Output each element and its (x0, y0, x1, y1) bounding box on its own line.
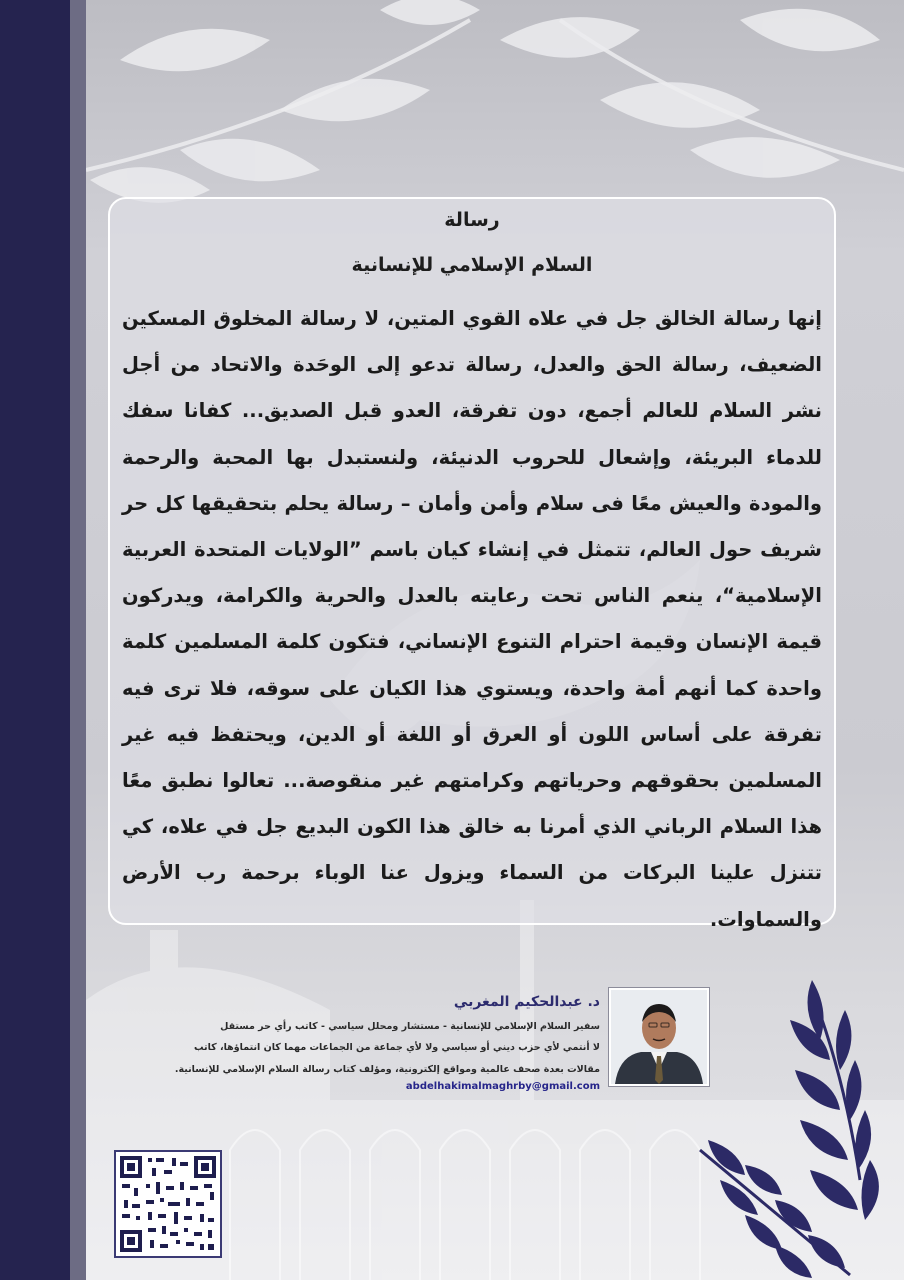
author-email[interactable]: abdelhakimalmaghrby@gmail.com (405, 1081, 600, 1092)
letter-subtitle: السلام الإسلامي للإنسانية (351, 254, 593, 276)
letter-title: رسالة (444, 209, 500, 231)
author-bio-line-2: لا أنتمي لأي حزب ديني أو سياسي ولا لأي جماعة من الجماعات مهما كان انتماؤها، كاتب (193, 1042, 600, 1053)
letter-body: إنها رسالة الخالق جل في علاه القوي المتين، لا رسالة المخلوق المسكين الضعيف، رسالة الحق والعدل، رسالة تدعو إلى الوحَدة والاتحاد من أجل نشر السلام للعالم أجمع، دون تفرقة، العدو قبل الصديق... كفانا سفك للدماء البريئة، وإشعال للحروب الدنيئة، ولنستبدل بها المحبة والرحمة والمودة والعيش معًا فى سلام وأمن وأمان – رسالة يحلم بتحقيقها كل حر شريف حول العالم، تتمثل في إنشاء كيان باسم ”الولايات المتحدة العربية الإسلامية“، ينعم الناس تحت رعايته بالعدل والحرية والكرامة، ويدركون قيمة الإنسان وقيمة احترام التنوع الإنساني، فتكون كلمة المسلمين كلمة واحدة كما أنهم أمة واحدة، ويستوي هذا الكيان على سوقه، فلا ترى فيه تفرقة على أساس اللون أو العرق أو اللغة أو الدين، ويحتفظ فيه غير المسلمين بحقوقهم وحرياتهم وكرامتهم غير منقوصة... تعالوا نطبق معًا هذا السلام الرباني الذي أمرنا به خالق هذا الكون البديع جل في علاه، كي تتنزل علينا البركات من السماء ويزول عنا الوباء برحمة رب الأرض والسماوات. (122, 307, 822, 931)
author-name: د. عبدالحكيم المغربي (453, 994, 600, 1010)
author-bio-line-1: سفير السلام الإسلامي للإنسانية - مستشار ومحلل سياسي - كاتب رأي حر مستقل (220, 1021, 600, 1032)
author-bio-line-3: مقالات بعدة صحف عالمية ومواقع إلكترونية، ومؤلف كتاب رسالة السلام الإسلامي للإنسانية. (174, 1064, 600, 1075)
